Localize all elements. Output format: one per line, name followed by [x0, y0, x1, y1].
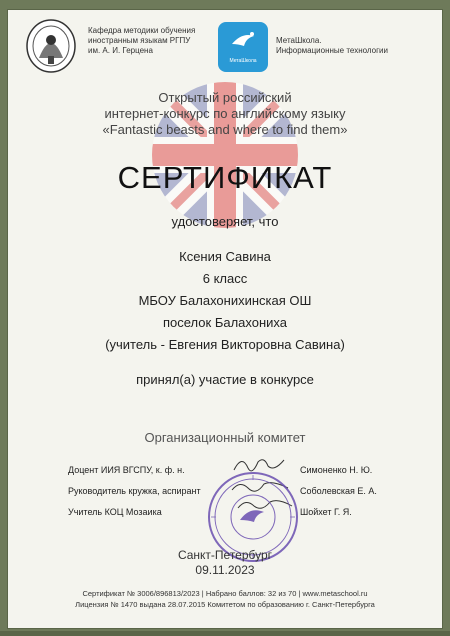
participant-grade: 6 класс [202, 271, 248, 286]
participant-name: Ксения Савина [179, 249, 271, 264]
issue-city: Санкт-Петербург [177, 548, 273, 562]
committee-role: Доцент ИИЯ ВГСПУ, к. ф. н. [68, 465, 185, 475]
committee-roles [68, 460, 201, 523]
committee-member-name: Соболевская Е. А. [300, 486, 377, 496]
committee-role: Руководитель кружка, аспирант [68, 486, 201, 496]
certifies-text: удостоверяет, что [171, 214, 279, 229]
issue-place-date [0, 548, 450, 578]
university-emblem-icon [24, 18, 78, 74]
participant-teacher: (учитель - Евгения Викторовна Савина) [105, 337, 345, 352]
contest-name: Открытый российский интернет-конкурс по английскому языку «Fantastic beasts and where to find them» [102, 90, 348, 137]
participant-place: поселок Балахониха [162, 315, 287, 330]
participant-school: МБОУ Балахонихинская ОШ [138, 293, 312, 308]
certificate-footer [0, 588, 450, 610]
metaschool-logo-text: МетаШкола [229, 58, 257, 64]
participant-block [0, 246, 450, 356]
committee-title: Организационный комитет [144, 430, 306, 445]
committee-role: Учитель КОЦ Мозаика [68, 507, 162, 517]
issue-date: 09.11.2023 [195, 563, 255, 577]
department-name: Кафедра методики обучения иностранным языкам РГПУ им. А. И. Герцена [88, 26, 196, 55]
committee-member-name: Симоненко Н. Ю. [300, 465, 373, 475]
certificate-title: СЕРТИФИКАТ [117, 160, 333, 195]
committee-names [300, 460, 377, 523]
metaschool-bird-icon [218, 22, 268, 62]
metaschool-name: МетаШкола. Информационные технологии [276, 36, 388, 55]
license-line: Лицензия № 1470 выдана 28.07.2015 Комитетом по образованию г. Санкт-Петербурга [75, 600, 375, 609]
certificate-number-line: Сертификат № 3006/896813/2023 | Набрано баллов: 32 из 70 | www.metaschool.ru [82, 589, 368, 598]
bottom-border [0, 631, 450, 636]
committee-member-name: Шойхет Г. Я. [300, 507, 352, 517]
metaschool-logo [218, 22, 268, 72]
participation-text: принял(а) участие в конкурсе [136, 372, 314, 387]
